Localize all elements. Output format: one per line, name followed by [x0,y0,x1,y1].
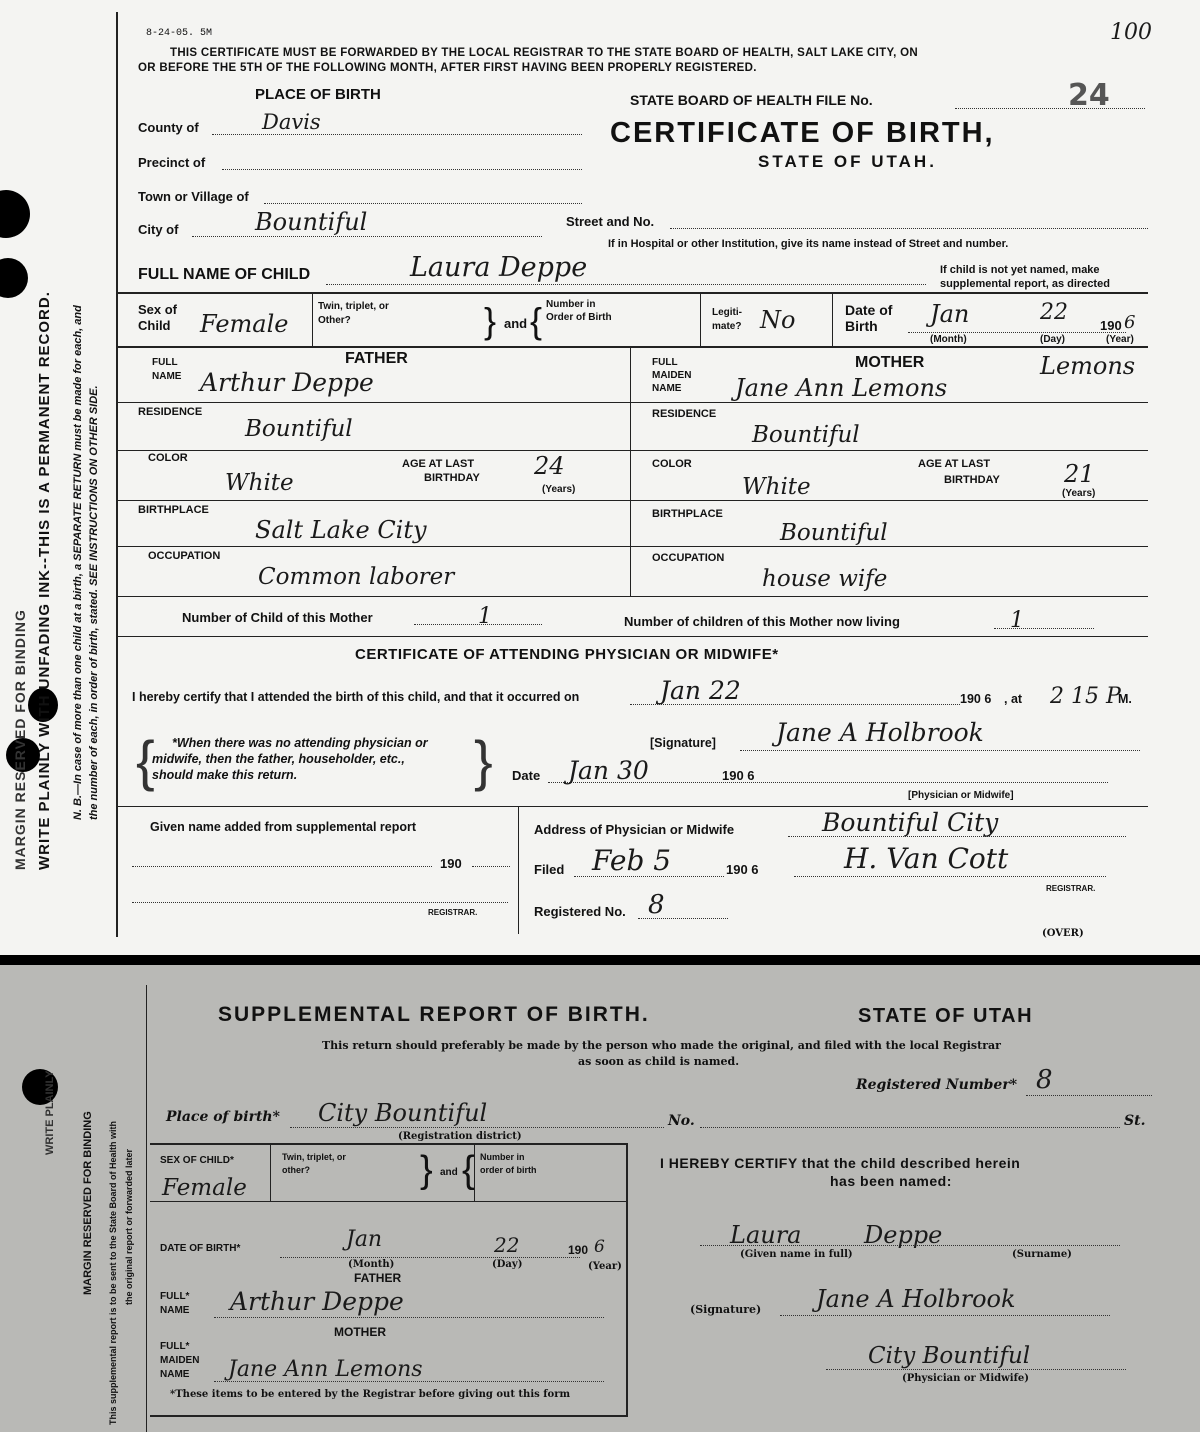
certificate-title: CERTIFICATE OF BIRTH, [610,117,995,149]
supp-and-label: and [440,1167,458,1178]
mother-color: White [742,474,811,500]
father-age: 24 [534,452,565,480]
supp-father-full-label: FULL* [160,1291,190,1302]
supp-dob-month: Jan [346,1227,383,1252]
filed-label: Filed [534,862,565,877]
place-label: Place of birth* [166,1109,280,1125]
note-line-3: should make this return. [152,768,298,782]
dob-month: Jan [930,300,970,328]
mother-occupation-label: OCCUPATION [652,552,725,564]
precinct-label: Precinct of [138,155,206,170]
birth-certificate: WRITE PLAINLY WITH UNFADING INK--THIS IS A PERMANENT RECORD. MARGIN RESERVED FOR BINDING N. B.—In case of more than one child at a birth, a SEPARATE RETURN must be made for each, and the number of each, in order of birth, stated. SEE INSTRUCTIONS ON OTHER SIDE. 8-24-05. 5M 100 THIS CERTIFICATE MUST BE FORWARDED BY THE LOCAL REGISTRAR TO THE STATE BOARD OF HEALTH, SALT LAKE CITY, ON OR BEFORE THE 5TH OF THE FOLLOWING MONTH, AFTER FIRST HAVING BEEN PROPERLY REGISTERED. PLACE OF BIRTH STATE BOARD OF HEALTH FILE No. 24 CERTIFICATE OF BIRTH, STATE OF UTAH. County of Davis Precinct of Town or Village of City of Bountiful Street and No. If in Hospital or other Institution, give its name instead of Street and number. FULL NAME OF CHILD Laura Deppe If child is not yet named, make supplemental report, as directed Sex of Child Female Twin, triplet, or Other? } and { Number in Order of Birth Legiti- mate? No Date of Birth Jan 22 190 6 (Month) (Day) (Year) FATHER MOTHER FULL NAME Arthur Deppe FULL MAIDEN NAME Jane Ann Lemons Lemons RESIDENCE Bountiful RESIDENCE Bountiful COLOR White AGE AT LAST BIRTHDAY 24 (Years) COLOR White AGE AT LAST BIRTHDAY 21 (Years) BIRTHPLACE Salt Lake City BIRTHPLACE Bountiful OCCUPATION Common laborer OCCUPATION house wife Number of Child of this Mother 1 Number of children of this Mother now living 1 CERTIFICATE OF ATTENDING PHYSICIAN OR MIDWIFE* I hereby certify that I attended the birth of this child, and that it occurred on Jan 22 190 6 , at 2 15 P M. { } *When there was no attending physician or midwife, then the father, householder, etc., should make this return. [Signature] Jane A Holbrook Date Jan 30 190 6 [Physician or Midwife] Given name added from supplemental report 190 REGISTRAR. Address of Physician or Midwife Bountiful City Filed Feb 5 190 6 H. Van Cott REGISTRAR. Registered No. 8 (OVER) [0,0,1200,955]
number-order-label: Number in Order of Birth [546,299,612,323]
father-birthplace-label: BIRTHPLACE [138,504,209,516]
city-value: Bountiful [255,208,368,236]
supp-mother-header: MOTHER [334,1325,386,1339]
full-name-label: FULL NAME OF CHILD [138,266,311,283]
file-no: 24 [1068,78,1110,113]
supp-day-label: (Day) [492,1259,523,1270]
mother-years-label: (Years) [1062,488,1096,499]
month-label: (Month) [930,334,967,345]
supp-given-label: (Given name in full) [740,1249,853,1260]
registered-no-label: Registered No. [534,904,626,919]
sex-value: Female [200,310,289,338]
supp-mother-name: Jane Ann Lemons [228,1357,423,1382]
legit-value: No [760,306,796,334]
mother-birthplace: Bountiful [780,520,888,546]
supp-number-order-label: Number in order of birth [480,1152,537,1175]
supp-father-header: FATHER [354,1271,402,1285]
registrar-signature: H. Van Cott [844,842,1009,875]
supp-sex-label: SEX OF CHILD* [160,1155,234,1166]
father-occupation-label: OCCUPATION [148,550,221,562]
place-value: City Bountiful [318,1099,488,1127]
supp-surname-label: (Surname) [1012,1249,1072,1260]
corner-number: 100 [1110,20,1152,45]
supp-mother-full-label: FULL* [160,1341,190,1352]
county-label: County of [138,120,199,135]
hospital-note: If in Hospital or other Institution, give its name instead of Street and number. [608,238,1009,250]
mother-age: 21 [1064,460,1095,488]
num-child-label: Number of Child of this Mother [182,610,373,625]
father-color: White [225,470,294,496]
no-label: No. [668,1113,695,1129]
reg-number: 8 [1036,1065,1053,1095]
supp-mother-name-label: NAME [160,1369,190,1380]
supp-margin-1: MARGIN RESERVED FOR BINDING [82,1111,94,1295]
header-line-1: THIS CERTIFICATE MUST BE FORWARDED BY THE LOCAL REGISTRAR TO THE STATE BOARD OF HEALTH, SALT LAKE CITY, ON [170,47,918,59]
father-years-label: (Years) [542,484,576,495]
margin-reserved: MARGIN RESERVED FOR BINDING [12,609,28,870]
child-name: Laura Deppe [410,252,588,283]
physician-midwife-label: [Physician or Midwife] [908,790,1014,801]
supplemental-report: MARGIN RESERVED FOR BINDING This supplemental report is to be sent to the State Board of Health with the original report or forwarded later WRITE PLAINLY SUPPLEMENTAL REPORT OF BIRTH. STATE OF UTAH This return should preferably be made by the person who made the original, and filed with the local Registrar as soon as child is named. Registered Number* 8 Place of birth* City Bountiful (Registration district) No. St. SEX OF CHILD* Female Twin, triplet, or other? } and { Number in order of birth DATE OF BIRTH* Jan 22 190 6 (Month) (Day) (Year) FATHER FULL* NAME Arthur Deppe MOTHER FULL* MAIDEN NAME Jane Ann Lemons *These items to be entered by the Registrar before giving out this form I HEREBY CERTIFY that the child described herein has been named: Laura Deppe (Given name in full) (Surname) (Signature) Jane A Holbrook City Bountiful (Physician or Midwife) [0,965,1200,1432]
cert-at: , at [1004,692,1023,706]
father-residence: Bountiful [245,416,353,442]
supp-address: City Bountiful [868,1343,1031,1369]
signature: Jane A Holbrook [776,718,984,747]
mother-residence-label: RESIDENCE [652,408,717,420]
physician-header: CERTIFICATE OF ATTENDING PHYSICIAN OR MIDWIFE* [355,646,779,663]
filed-year: 190 6 [726,862,759,877]
county-value: Davis [262,110,321,134]
cert-year: 190 6 [960,692,992,706]
note-line-2: midwife, then the father, householder, etc., [152,752,405,766]
registered-no: 8 [648,890,665,920]
supp-dob-year-prefix: 190 [568,1243,589,1257]
supp-surname: Deppe [864,1221,943,1249]
supp-sub-1: This return should preferably be made by the person who made the original, and filed with the local Registrar [322,1039,1001,1052]
address: Bountiful City [822,808,999,837]
dob-year-prefix: 190 [1100,318,1122,333]
supp-margin-2: This supplemental report is to be sent to the State Board of Health with [108,1120,118,1425]
given-registrar-label: REGISTRAR. [428,908,478,917]
father-age-label-2: BIRTHDAY [424,472,480,484]
supp-given-name: Laura [730,1221,802,1249]
sex-label-2: Child [138,318,171,333]
supp-dob-label: DATE OF BIRTH* [160,1243,241,1254]
father-color-label: COLOR [148,452,188,464]
binding-hole [0,258,28,298]
place-of-birth-label: PLACE OF BIRTH [255,86,381,103]
note-line-1: *When there was no attending physician or [172,736,428,750]
mother-birthplace-label: BIRTHPLACE [652,508,723,520]
mother-name: Jane Ann Lemons [735,374,948,402]
supp-signature: Jane A Holbrook [816,1285,1016,1313]
certificate-subtitle: STATE OF UTAH. [758,152,937,171]
num-living: 1 [1010,608,1024,633]
cert-time: 2 15 P [1050,684,1121,709]
supp-footnote: *These items to be entered by the Registrar before giving out this form [170,1389,571,1400]
over-label: (OVER) [1042,928,1084,939]
border-line [116,12,118,937]
mother-residence: Bountiful [752,422,860,448]
mother-age-label-2: BIRTHDAY [944,474,1000,486]
supp-mother-maiden-label: MAIDEN [160,1355,200,1366]
supp-father-name: Arthur Deppe [230,1287,404,1316]
mother-color-label: COLOR [652,458,692,470]
st-label: St. [1124,1113,1146,1129]
mother-header: MOTHER [855,354,925,371]
supp-dob-year-suffix: 6 [594,1237,605,1257]
binding-hole [0,190,30,238]
dob-label-2: Birth [845,318,878,334]
signature-label: [Signature] [650,736,716,750]
supp-sub-2: as soon as child is named. [578,1055,740,1068]
father-occupation: Common laborer [258,564,455,590]
address-label: Address of Physician or Midwife [534,822,735,837]
father-full-name-label: FULL NAME [152,357,182,382]
date-label: Date [512,768,541,783]
mother-occupation: house wife [762,566,888,592]
reg-district: (Registration district) [398,1131,522,1142]
not-named-note-1: If child is not yet named, make [940,264,1100,276]
sex-label-1: Sex of [138,302,178,317]
date-value: Jan 30 [568,756,649,785]
mother-age-label-1: AGE AT LAST [918,458,991,470]
supp-title: SUPPLEMENTAL REPORT OF BIRTH. [218,1003,650,1026]
legit-label: Legiti- mate? [712,307,742,332]
header-line-2: OR BEFORE THE 5TH OF THE FOLLOWING MONTH, AFTER FIRST HAVING BEEN PROPERLY REGISTERED. [138,62,757,74]
supp-title-state: STATE OF UTAH [858,1005,1034,1027]
supp-father-name-label: NAME [160,1305,190,1316]
not-named-note-2: supplemental report, as directed [940,278,1110,290]
year-label: (Year) [1106,334,1134,345]
mother-name-correction: Lemons [1040,352,1136,380]
dob-day: 22 [1040,300,1068,325]
cert-date: Jan 22 [660,676,741,705]
dob-label-1: Date of [845,302,893,318]
supp-certify-1: I HEREBY CERTIFY that the child described herein [660,1155,1021,1171]
father-age-label-1: AGE AT LAST [402,458,475,470]
supp-sex: Female [162,1175,247,1201]
given-year: 190 [440,856,462,871]
num-living-label: Number of children of this Mother now living [624,614,900,629]
father-name: Arthur Deppe [200,368,374,397]
supp-margin-3: the original report or forwarded later [124,1148,134,1305]
town-label: Town or Village of [138,189,249,204]
father-birthplace: Salt Lake City [255,516,427,544]
date-year: 190 6 [722,768,755,783]
dob-year-suffix: 6 [1124,312,1136,333]
day-label: (Day) [1040,334,1066,345]
nb-line-2: the number of each, in order of birth, stated. SEE INSTRUCTIONS ON OTHER SIDE. [88,385,100,820]
nb-line-1: N. B.—In case of more than one child at a birth, a SEPARATE RETURN must be made for each, and [72,305,84,820]
mother-full-maiden-label: FULL MAIDEN NAME [652,357,692,394]
supp-margin-4: WRITE PLAINLY [44,1070,56,1155]
supp-signature-label: (Signature) [690,1303,762,1316]
num-child: 1 [478,604,492,629]
father-header: FATHER [345,350,408,367]
father-residence-label: RESIDENCE [138,406,203,418]
margin-text: WRITE PLAINLY WITH UNFADING INK--THIS IS A PERMANENT RECORD. [36,291,53,870]
street-label: Street and No. [566,214,655,229]
filed-date: Feb 5 [592,844,672,877]
file-no-label: STATE BOARD OF HEALTH FILE No. [630,92,873,108]
city-label: City of [138,222,179,237]
given-name-label: Given name added from supplemental report [150,820,417,834]
supp-physician-label: (Physician or Midwife) [902,1373,1029,1384]
supp-twin-label: Twin, triplet, or other? [282,1152,346,1175]
supp-certify-2: has been named: [830,1173,952,1189]
form-code: 8-24-05. 5M [146,28,213,39]
twin-label: Twin, triplet, or Other? [318,301,389,326]
and-label: and [504,316,528,331]
supp-month-label: (Month) [348,1259,395,1270]
supp-year-label: (Year) [588,1261,622,1272]
supp-dob-day: 22 [494,1233,520,1257]
filed-registrar-label: REGISTRAR. [1046,884,1096,893]
certify-text: I hereby certify that I attended the birth of this child, and that it occurred on [132,690,580,704]
cert-m: M. [1118,692,1132,706]
reg-number-label: Registered Number* [856,1077,1018,1093]
